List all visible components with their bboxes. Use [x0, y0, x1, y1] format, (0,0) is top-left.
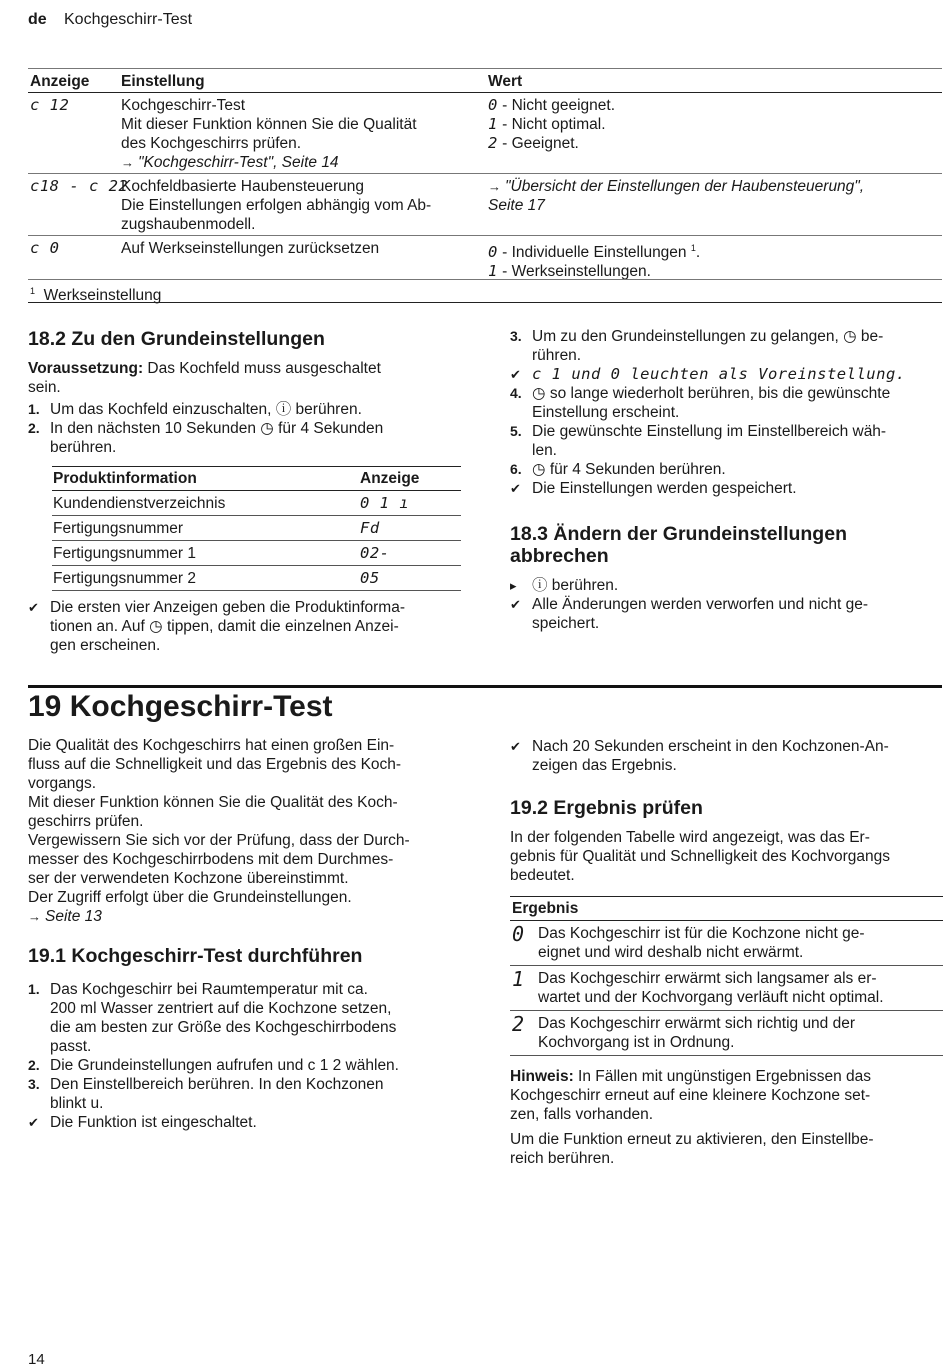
result-code: 0: [510, 921, 538, 966]
table-row: 0 Das Kochgeschirr ist für die Kochzone nicht ge- eignet und wird deshalb nicht erwärmt.: [510, 921, 943, 966]
table-row: Kundendienstverzeichnis 0 1 ı: [52, 491, 461, 516]
value-list: 0 - Individuelle Einstellungen $^1$. 1 - Werkseinstellungen.: [488, 243, 701, 281]
cross-reference-link[interactable]: → "Übersicht der Einstellungen der Haubensteuerung", Seite 17: [488, 178, 865, 214]
step-item: 3. Den Einstellbereich berühren. In den Kochzonen blinkt u.: [28, 1076, 384, 1112]
step-item: 2. In den nächsten 10 Sekunden ◷ für 4 Sekunden berühren.: [28, 420, 384, 456]
section-intro: In der folgenden Tabelle wird angezeigt, was das Er- gebnis für Qualität und Schnelligkeit des Kochvorgangs bedeutet.: [510, 829, 890, 884]
steps-list-continued: [510, 327, 945, 498]
row-rule: [28, 173, 942, 174]
section-heading-19-1: 19.1 Kochgeschirr-Test durchführen: [28, 945, 363, 967]
result-item: ✔ Die Einstellungen werden gespeichert.: [510, 480, 797, 497]
result-item: ✔ c 1 und 0 leuchten als Voreinstellung.: [510, 365, 906, 383]
row-rule: [28, 279, 942, 280]
chapter-intro: Die Qualität des Kochgeschirrs hat einen großen Ein- fluss auf die Schnelligkeit und das Ergebnis des Koch- vorgangs. Mit dieser Funktion können Sie die Qualität des Koch- geschirrs prüfen. Vergewissern Sie sich vor der Prüfung, dass der Durch- messer des Kochgeschirrbodens mit dem Durchmes- ser der verwendeten Kochzone übereinstimmt. Der Zugriff erfolgt über die Grundeinstellungen. → Seite 13: [28, 736, 478, 926]
section-heading-19-2: 19.2 Ergebnis prüfen: [510, 797, 703, 819]
check-icon: ✔: [510, 481, 521, 496]
running-header-title: Kochgeschirr-Test: [64, 11, 193, 28]
chapter-heading-19: 19 Kochgeschirr-Test: [28, 690, 333, 723]
table-row: 2 Das Kochgeschirr erwärmt sich richtig und der Kochvorgang ist in Ordnung.: [510, 1011, 943, 1056]
row-rule: [28, 235, 942, 236]
check-icon: ✔: [510, 597, 521, 612]
display-code: c18 - c 22: [30, 177, 129, 195]
result-code: 2: [510, 1011, 538, 1056]
steps-list: [28, 980, 478, 1132]
result-item: ✔ Nach 20 Sekunden erscheint in den Kochzonen-An- zeigen das Ergebnis.: [510, 738, 889, 774]
cross-reference-link[interactable]: → Seite 13: [28, 908, 102, 925]
action-list: [510, 576, 945, 633]
table-bottom-rule: [28, 302, 942, 303]
language-code: de: [28, 11, 47, 28]
step-item: 3. Um zu den Grundeinstellungen zu gelangen, ◷ be- rühren.: [510, 328, 884, 364]
col-header-setting: Einstellung: [121, 73, 205, 90]
check-icon: ✔: [510, 739, 521, 754]
reactivate-text: Um die Funktion erneut zu aktivieren, den Einstellbe- reich berühren.: [510, 1131, 874, 1167]
action-item: ▸ ⓘ berühren.: [510, 577, 619, 594]
check-icon: ✔: [28, 1115, 39, 1130]
result-list: [510, 737, 945, 775]
table-top-rule: [28, 68, 942, 69]
result-item: ✔ Die Funktion ist eingeschaltet.: [28, 1114, 257, 1131]
setting-text: Auf Werkseinstellungen zurücksetzen: [121, 240, 380, 257]
prerequisite: Voraussetzung: Das Kochfeld muss ausgeschaltet sein.: [28, 360, 381, 396]
chapter-rule: [28, 685, 942, 688]
display-code: c 12: [30, 96, 70, 114]
result-item: ✔ Alle Änderungen werden verworfen und nicht ge- speichert.: [510, 596, 869, 632]
play-arrow-icon: ▸: [510, 578, 517, 593]
table-row: Fertigungsnummer Fd: [52, 516, 461, 541]
cross-reference-link[interactable]: → "Kochgeschirr-Test", Seite 14: [121, 154, 339, 171]
value-list: 0 - Nicht geeignet. 1 - Nicht optimal. 2 - Geeignet.: [488, 96, 616, 152]
result-item: ✔ Die ersten vier Anzeigen geben die Produktinforma- tionen an. Auf ◷ tippen, damit die einzelnen Anzei- gen erscheinen.: [28, 599, 405, 654]
table-footnote: $^1$ Werkseinstellung: [30, 286, 162, 305]
step-item: 4. ◷ so lange wiederholt berühren, bis die gewünschte Einstellung erscheint.: [510, 385, 891, 421]
step-item: 5. Die gewünschte Einstellung im Einstellbereich wäh- len.: [510, 423, 887, 459]
col-header-display: Anzeige: [30, 73, 90, 90]
result-code: 1: [510, 966, 538, 1011]
table-row: 1 Das Kochgeschirr erwärmt sich langsamer als er- wartet und der Kochvorgang verläuft nicht optimal.: [510, 966, 943, 1011]
step-item: 6. ◷ für 4 Sekunden berühren.: [510, 461, 726, 478]
setting-text: Kochgeschirr-Test Mit dieser Funktion können Sie die Qualität des Kochgeschirrs prüfen. → "Kochgeschirr-Test", Seite 14: [121, 96, 481, 172]
setting-text: Kochfeldbasierte Haubensteuerung Die Einstellungen erfolgen abhängig vom Ab- zugshaubenmodell.: [121, 178, 432, 233]
check-icon: ✔: [28, 600, 39, 615]
col-header-product: Produktinformation: [52, 467, 359, 491]
step-item: 2. Die Grundeinstellungen aufrufen und c 1 2 wählen.: [28, 1057, 399, 1074]
header-rule: [28, 92, 942, 93]
display-code: c 0: [30, 239, 60, 257]
col-header-result: Ergebnis: [510, 897, 943, 921]
section-heading-18-2: 18.2 Zu den Grundeinstellungen: [28, 328, 325, 350]
step-item: 1. Das Kochgeschirr bei Raumtemperatur mit ca. 200 ml Wasser zentriert auf die Kochzone setzen, die am besten zur Größe des Kochgeschirrbodens passt.: [28, 981, 397, 1055]
col-header-display: Anzeige: [359, 467, 461, 491]
note: Hinweis: In Fällen mit ungünstigen Ergebnissen das Kochgeschirr erneut auf eine kleinere Kochzone set- zen, falls vorhanden.: [510, 1068, 871, 1123]
step-item: 1. Um das Kochfeld einzuschalten, ⓘ berühren.: [28, 401, 362, 418]
page-number: 14: [28, 1351, 45, 1368]
steps-list: [28, 400, 468, 457]
product-info-table: [52, 466, 461, 591]
result-table: [510, 896, 943, 1056]
table-row: Fertigungsnummer 2 05: [52, 566, 461, 591]
section-heading-18-3: 18.3 Ändern der Grundeinstellungen abbrechen: [510, 523, 847, 567]
result-list: [28, 598, 468, 655]
check-icon: ✔: [510, 367, 521, 382]
table-row: Fertigungsnummer 1 02-: [52, 541, 461, 566]
col-header-value: Wert: [488, 73, 523, 90]
